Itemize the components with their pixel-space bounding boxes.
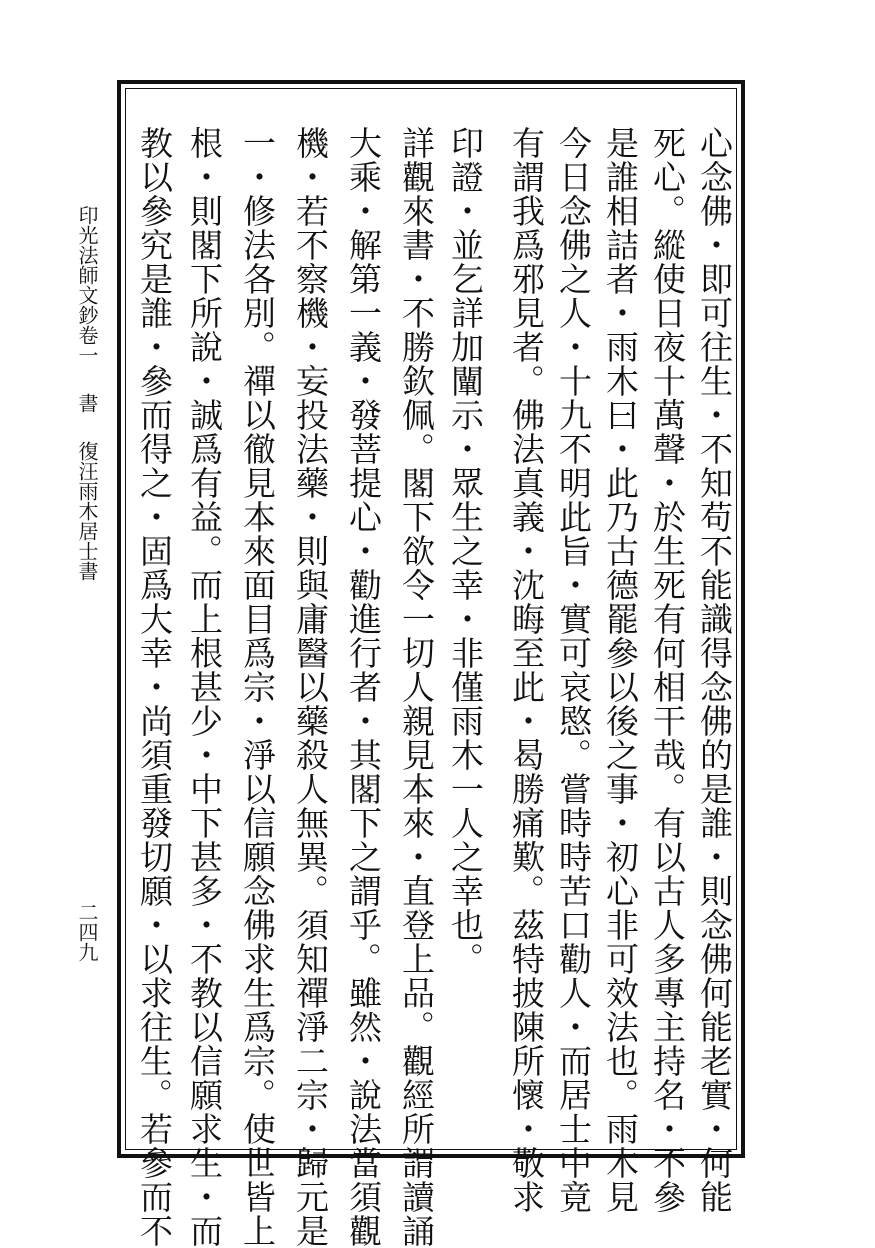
section-label: 書 <box>75 393 99 413</box>
page-number: 二四九 <box>75 902 99 962</box>
reply-column-1: 詳觀來書・不勝欽佩。閣下欲令一切人親見本來・直登上品。觀經所謂讀誦 <box>397 126 436 1248</box>
book-title: 印光法師文鈔卷一 <box>75 205 99 365</box>
reply-column-6: 教以參究是誰・參而得之・固爲大幸・尚須重發切願・以求往生。若參而不 <box>135 126 174 1248</box>
reply-column-4: 一・修法各別。禪以徹見本來面目爲宗・淨以信願念佛求生爲宗。使世皆上 <box>238 126 277 1248</box>
reply-column-2: 大乘・解第一義・發菩提心・勸進行者・其閣下之謂乎。雖然・說法當須觀 <box>344 126 383 1248</box>
text-column-5: 有謂我爲邪見者。佛法真義・沈晦至此・曷勝痛歎。茲特披陳所懷・敬求 <box>507 126 546 1214</box>
text-column-4: 今日念佛之人・十九不明此旨・實可哀愍。嘗時時苦口勸人・而居士中竟 <box>554 126 593 1214</box>
text-column-6: 印證・並乞詳加闡示・眾生之幸・非僅雨木一人之幸也。 <box>446 126 485 976</box>
reply-column-3: 機・若不察機・妄投法藥・則與庸醫以藥殺人無異。須知禪淨二宗・歸元是 <box>291 126 330 1248</box>
letter-title: 復汪雨木居士書 <box>75 441 99 581</box>
running-head <box>74 205 100 581</box>
text-column-2: 死心。縱使日夜十萬聲・於生死有何相干哉。有以古人多專主持名・不參 <box>648 126 687 1214</box>
text-column-3: 是誰相詰者・雨木曰・此乃古德罷參以後之事・初心非可效法也。雨木見 <box>601 126 640 1214</box>
reply-column-5: 根・則閣下所說・誠爲有益。而上根甚少・中下甚多・不教以信願求生・而 <box>185 126 224 1248</box>
text-column-1: 心念佛・即可往生・不知苟不能識得念佛的是誰・則念佛何能老實・何能 <box>695 126 734 1214</box>
